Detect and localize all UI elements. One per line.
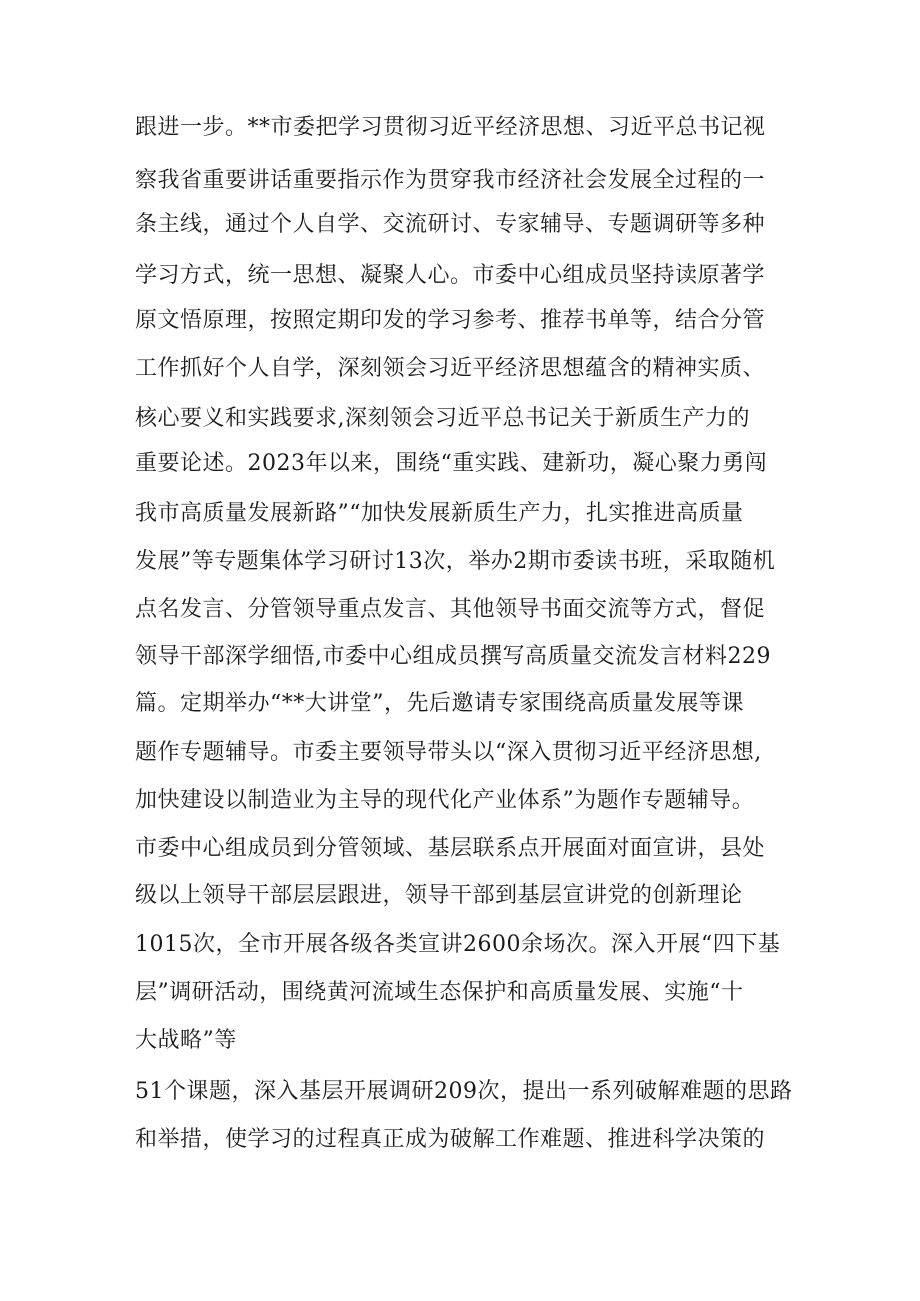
paragraph-line: 工作抓好个人自学，深刻领会习近平经济思想蕴含的精神实质、 bbox=[135, 356, 766, 381]
paragraph-line: 重要论述。2023年以来，围绕“重实践、建新功，凝心聚力勇闯 bbox=[135, 451, 768, 476]
paragraph-line: 大战略”等 bbox=[135, 1028, 237, 1053]
paragraph-line: 1015次，全市开展各级各类宣讲2600余场次。深入开展“四下基 bbox=[135, 932, 781, 957]
paragraph-line: 层”调研活动，围绕黄河流域生态保护和高质量发展、实施“十 bbox=[135, 980, 744, 1005]
paragraph-line: 市委中心组成员到分管领域、基层联系点开展面对面宣讲，县处 bbox=[135, 836, 766, 861]
paragraph-line: 学习方式，统一思想、凝聚人心。市委中心组成员坚持读原著学 bbox=[135, 263, 766, 288]
paragraph-line: 核心要义和实践要求,深刻领会习近平总书记关于新质生产力的 bbox=[135, 406, 750, 431]
paragraph-line: 篇。定期举办“**大讲堂”，先后邀请专家围绕高质量发展等课 bbox=[135, 691, 744, 716]
paragraph-line: 领导干部深学细悟,市委中心组成员撰写高质量交流发言材料229 bbox=[135, 644, 771, 669]
paragraph-line: 点名发言、分管领导重点发言、其他领导书面交流等方式，督促 bbox=[135, 597, 766, 622]
paragraph-line: 发展”等专题集体学习研讨13次，举办2期市委读书班，采取随机 bbox=[135, 549, 776, 574]
paragraph-line: 察我省重要讲话重要指示作为贯穿我市经济社会发展全过程的一 bbox=[135, 168, 766, 193]
paragraph-line: 原文悟原理，按照定期印发的学习参考、推荐书单等，结合分管 bbox=[135, 308, 766, 333]
paragraph-line: 题作专题辅导。市委主要领导带头以“深入贯彻习近平经济思想, bbox=[135, 740, 762, 765]
paragraph-line: 跟进一步。**市委把学习贯彻习近平经济思想、习近平总书记视 bbox=[135, 115, 766, 140]
paragraph-line: 和举措，使学习的过程真正成为破解工作难题、推进科学决策的 bbox=[135, 1127, 766, 1152]
paragraph-line: 51个课题，深入基层开展调研209次，提出一系列破解难题的思路 bbox=[135, 1079, 793, 1104]
paragraph-line: 级以上领导干部层层跟进，领导干部到基层宣讲党的创新理论 bbox=[135, 883, 743, 908]
paragraph-line: 我市高质量发展新路”“加快发展新质生产力，扎实推进高质量 bbox=[135, 501, 744, 526]
paragraph-line: 加快建设以制造业为主导的现代化产业体系”为题作专题辅导。 bbox=[135, 788, 755, 813]
paragraph-line: 条主线，通过个人自学、交流研讨、专家辅导、专题调研等多种 bbox=[135, 212, 766, 237]
